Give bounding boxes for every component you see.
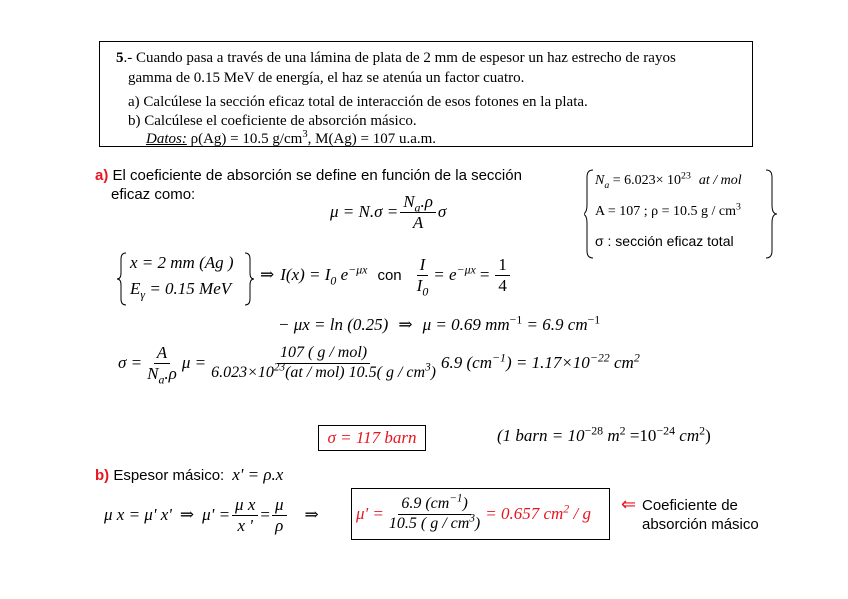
const-a-rho: A = 107 ; ρ = 10.5 g / $cm^3$ <box>595 201 741 219</box>
sigma-calculation-equation: σ = $\frac{A}{N_a.\rho}$ μ = $\frac{\text{107 ( g / mol)}}{6.023\times 10^{23}(at / mol) 10.5( g / cm^3)}$ 6.9 $(cm^{-1}) = 1.17\times 10^{-22}$ $cm^2$ <box>118 343 640 387</box>
sigma-result-box: σ = 117 barn <box>318 425 426 451</box>
mass-coefficient-box: μ' = $\frac{6.9 (cm^{-1})}{10.5 ( g / cm^3)}$ = 0.657 $cm^2$ / g <box>351 488 610 540</box>
note-arrow-icon: ⇐ <box>621 494 637 514</box>
note-line-1: Coeficiente de <box>642 497 738 514</box>
mu-definition-equation: μ = N.σ = $\frac{N_a.\rho}{A}$ σ <box>330 192 447 232</box>
part-b-text: b) Espesor másico: x' = ρ.x <box>95 465 284 484</box>
problem-statement-box <box>99 41 753 147</box>
mass-thickness-def: x' = ρ.x <box>232 465 284 484</box>
datos-label: Datos: <box>146 131 187 147</box>
part-a-label: a) <box>95 167 109 184</box>
mu-result-equation: − μx = ln (0.25) ⇒ μ = 0.69 $mm^{-1} = 6.9$ $cm^{-1}$ <box>278 312 601 334</box>
const-avogadro: $N_a = 6.023\times 10^{23}$ at / mol <box>595 170 742 191</box>
question-b: b) Calcúlese el coeficiente de absorción másico. <box>128 113 417 129</box>
const-sigma-def: σ : sección eficaz total <box>595 233 734 249</box>
problem-line-1: 5.- Cuando pasa a través de una lámina de plata de 2 mm de espesor un haz estrecho de rayos <box>116 50 676 66</box>
part-a-text-line-1: a) El coeficiente de absorción se define en función de la sección <box>95 167 522 184</box>
mass-coefficient-derivation: μ x = μ' x' ⇒ μ' = $\frac{\text{μ x}}{x '}$ = $\frac{\mu}{\rho}$ ⇒ <box>104 495 319 535</box>
note-line-2: absorción másico <box>642 516 759 533</box>
problem-number: 5 <box>116 50 124 66</box>
part-b-label: b) <box>95 467 110 484</box>
part-a-text-line-2: eficaz como: <box>111 186 196 203</box>
datos-line: Datos: ρ(Ag) = 10.5 $g/cm^3$, M(Ag) = 107 u.a.m. <box>146 129 437 147</box>
given-thickness: x = 2 mm (Ag ) <box>130 253 234 272</box>
barn-definition: (1 barn = $10^{-28}$ $m^2 =10^{-24}$ $cm^2$) <box>497 423 711 445</box>
intensity-equation: ⇒ $I(x) = I_0$ $e^{-\mu x}$ con $\frac{I}{I_0}$ = $e^{-\mu x}$ = $\frac{1}{4}$ <box>260 256 512 295</box>
problem-line-2: gamma de 0.15 MeV de energía, el haz se atenúa un factor cuatro. <box>128 70 525 86</box>
given-energy: $E_\gamma = 0.15$ MeV <box>130 279 232 302</box>
question-a: a) Calcúlese la sección eficaz total de interacción de esos fotones en la plata. <box>128 94 588 110</box>
